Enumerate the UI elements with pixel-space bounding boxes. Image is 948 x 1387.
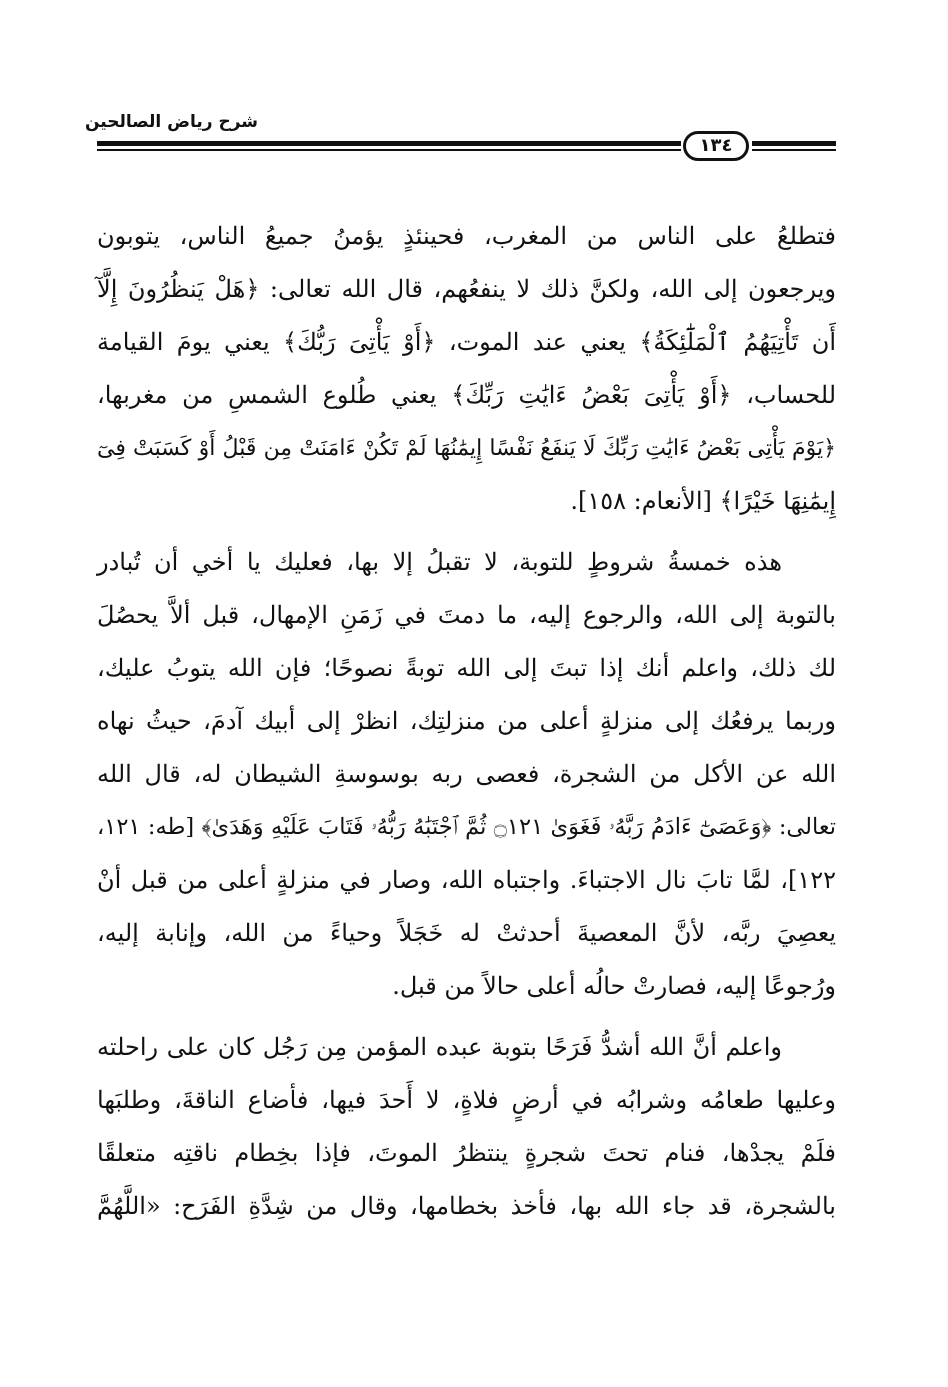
paragraph: [97, 1021, 836, 1233]
text-line: بالشجرة، قد جاء الله بها، فأخذ بخطامها، وقال من شِدَّةِ الفَرَح: «اللَّهُمَّ: [97, 1192, 836, 1220]
text-line: وعليها طعامُه وشرابُه في أرضٍ فلاةٍ، لا أَحدَ فيها، فأضاع الناقةَ، وطلبَها: [97, 1086, 836, 1114]
header-rule-thin-right: [752, 149, 836, 151]
main-text: [97, 210, 836, 1233]
text-line: ﴿يَوْمَ يَأْتِى بَعْضُ ءَايَٰتِ رَبِّكَ لَا يَنفَعُ نَفْسًا إِيمَٰنُهَا لَمْ تَكُنْ ءَامَنَتْ مِن قَبْلُ أَوْ كَسَبَتْ فِىٓ: [97, 436, 836, 461]
text-line: إِيمَٰنِهَا خَيْرًا﴾ [الأنعام: ١٥٨].: [570, 487, 836, 515]
text-line: يعصِيَ ربَّه، لأنَّ المعصيةَ أحدثتْ له خَجَلاً وحياءً من الله، وإنابة إليه،: [97, 919, 836, 947]
header-rule-thick: [97, 141, 681, 146]
text-line: ورُجوعًا إليه، فصارتْ حالُه أعلى حالاً من قبل.: [392, 972, 836, 1000]
header-rule-thick-right: [752, 141, 836, 146]
book-title: شرح رياض الصالحين: [84, 112, 258, 132]
text-line: ١٢٢]، لمَّا تابَ نال الاجتباءَ. واجتباه الله، وصار في منزلةٍ أعلى من قبل أنْ: [97, 866, 836, 894]
page-number: ١٣٤: [683, 131, 749, 161]
header-rule-thin: [97, 149, 681, 151]
text-line: واعلم أنَّ الله أشدُّ فَرَحًا بتوبة عبده المؤمن مِن رَجُل كان على راحلته: [97, 1033, 782, 1061]
text-line: فتطلعُ على الناس من المغرب، فحينئذٍ يؤمنُ جميعُ الناس، يتوبون: [97, 222, 836, 250]
paragraph: [97, 536, 836, 1013]
text-line: وربما يرفعُك إلى منزلةٍ أعلى من منزلتِك، انظرْ إلى أبيك آدمَ، حيثُ نهاه: [97, 707, 836, 735]
paragraph-gap: [97, 1013, 836, 1021]
text-line: بالتوبة إلى الله، والرجوع إليه، ما دمتَ في زَمَنِ الإمهال، قبل ألاَّ يحصُلَ: [97, 601, 836, 629]
text-line: لك ذلك، واعلم أنك إذا تبتَ إلى الله توبةً نصوحًا؛ فإن الله يتوبُ عليك،: [97, 654, 836, 682]
text-line: تعالى: ﴿وَعَصَىٰٓ ءَادَمُ رَبَّهُۥ فَغَوَىٰ ۝١٢١ ثُمَّ ٱجْتَبَٰهُ رَبُّهُۥ فَتَابَ عَلَيْهِ وَهَدَىٰ﴾ [طه: ١٢١،: [97, 814, 836, 840]
text-line: فلَمْ يجدْها، فنام تحتَ شجرةٍ ينتظرُ الموتَ، فإذا بخِطام ناقتِه متعلقًا: [97, 1139, 836, 1167]
text-line: الله عن الأكل من الشجرة، فعصى ربه بوسوسةِ الشيطان له، قال الله: [97, 760, 836, 788]
text-line: هذه خمسةُ شروطٍ للتوبة، لا تقبلُ إلا بها، فعليك يا أخي أن تُبادر: [97, 548, 782, 576]
paragraph-gap: [97, 528, 836, 536]
text-line: ويرجعون إلى الله، ولكنَّ ذلك لا ينفعُهم، قال الله تعالى: ﴿هَلْ يَنظُرُونَ إِلَّآ: [97, 275, 836, 303]
text-line: للحساب، ﴿أَوْ يَأْتِىَ بَعْضُ ءَايَٰتِ رَبِّكَ﴾ يعني طُلوع الشمسِ من مغربها،: [97, 381, 837, 409]
paragraph: [97, 210, 836, 528]
text-line: أَن تَأْتِيَهُمُ ٱلْمَلَٰٓئِكَةُ﴾ يعني عند الموت، ﴿أَوْ يَأْتِىَ رَبُّكَ﴾ يعني يومَ القيامة: [97, 328, 836, 356]
